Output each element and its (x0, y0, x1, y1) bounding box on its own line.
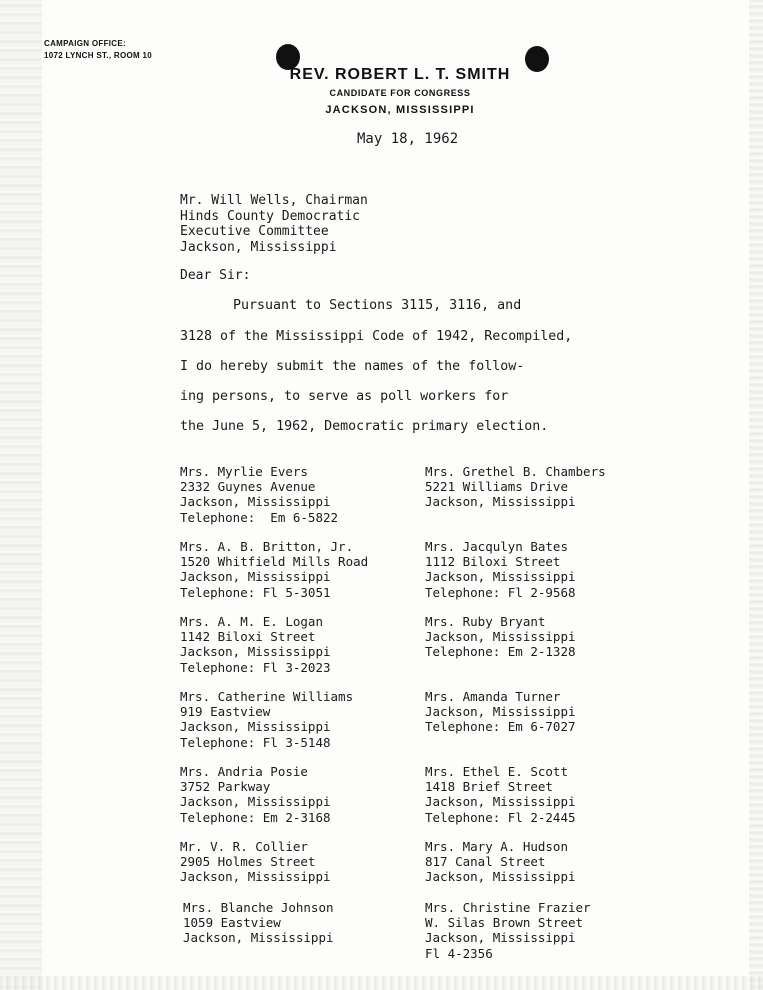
candidate-name: REV. ROBERT L. T. SMITH (289, 66, 511, 83)
scan-edge-bottom (0, 976, 763, 990)
recipient-address (180, 193, 368, 255)
poll-worker-entry (425, 689, 576, 735)
poll-worker-address: W. Silas Brown Street (425, 915, 584, 931)
poll-worker-name: Mrs. Catherine Williams (180, 689, 354, 704)
poll-worker-phone: Telephone: Fl 2-9568 (425, 584, 576, 600)
poll-worker-name: Mr. V. R. Collier (180, 839, 308, 854)
poll-worker-city: Jackson, Mississippi (425, 569, 576, 585)
poll-worker-name: Mrs. Andria Posie (180, 764, 308, 779)
poll-worker-address: 1112 Biloxi Street (425, 554, 561, 570)
poll-worker-phone: Fl 4-2356 (425, 945, 493, 961)
recipient-line: Hinds County Democratic (180, 208, 361, 224)
poll-worker-entry (180, 614, 331, 675)
poll-worker-name: Mrs. Jacqulyn Bates (425, 539, 568, 554)
poll-worker-name: Mrs. Mary A. Hudson (425, 839, 568, 854)
poll-worker-name: Mrs. Ruby Bryant (425, 614, 546, 629)
poll-worker-entry (180, 839, 331, 885)
poll-worker-entry (425, 900, 591, 961)
poll-worker-name: Mrs. Christine Frazier (425, 900, 591, 915)
poll-worker-phone: Telephone: Fl 3-5148 (180, 734, 331, 750)
poll-worker-name: Mrs. A. M. E. Logan (180, 614, 323, 629)
poll-worker-city: Jackson, Mississippi (183, 930, 334, 946)
poll-worker-phone: Telephone: Em 2-3168 (180, 809, 331, 825)
poll-worker-city: Jackson, Mississippi (180, 569, 331, 585)
poll-worker-entry (425, 539, 576, 600)
poll-worker-city: Jackson, Mississippi (425, 629, 576, 645)
recipient-line: Mr. Will Wells, Chairman (180, 193, 368, 208)
poll-worker-address: 1520 Whitfield Mills Road (180, 554, 369, 570)
poll-worker-entry (425, 764, 576, 825)
poll-worker-address: 2332 Guynes Avenue (180, 479, 316, 495)
poll-worker-entry (180, 464, 338, 525)
poll-worker-city: Jackson, Mississippi (425, 494, 576, 510)
body-line: the June 5, 1962, Democratic primary election. (180, 419, 549, 434)
poll-worker-city: Jackson, Mississippi (425, 794, 576, 810)
poll-worker-phone: Telephone: Fl 3-2023 (180, 659, 331, 675)
poll-worker-entry (425, 464, 606, 510)
scan-edge-right (749, 0, 763, 990)
poll-worker-entry (180, 689, 353, 750)
poll-worker-phone: Telephone: Em 6-5822 (180, 509, 339, 525)
campaign-office-address: 1072 LYNCH ST., ROOM 10 (44, 51, 152, 60)
poll-worker-address: 1059 Eastview (183, 915, 281, 931)
poll-worker-city: Jackson, Mississippi (180, 869, 331, 885)
recipient-line: Executive Committee (180, 224, 329, 239)
poll-worker-name: Mrs. Myrlie Evers (180, 464, 308, 479)
poll-worker-phone: Telephone: Em 6-7027 (425, 719, 576, 735)
poll-worker-entry (425, 839, 576, 885)
poll-worker-entry (183, 900, 334, 946)
poll-worker-city: Jackson, Mississippi (180, 719, 331, 735)
poll-worker-name: Mrs. A. B. Britton, Jr. (180, 539, 354, 554)
poll-worker-city: Jackson, Mississippi (180, 494, 331, 510)
poll-worker-address: 5221 Williams Drive (425, 479, 568, 495)
candidate-title: CANDIDATE FOR CONGRESS (329, 88, 471, 98)
body-line: ing persons, to serve as poll workers for (180, 389, 509, 404)
campaign-office (44, 38, 152, 62)
poll-worker-address: 1418 Brief Street (425, 779, 553, 795)
poll-worker-address: 817 Canal Street (425, 854, 546, 870)
poll-worker-name: Mrs. Amanda Turner (425, 689, 561, 704)
poll-worker-name: Mrs. Grethel B. Chambers (425, 464, 606, 479)
recipient-line: Jackson, Mississippi (180, 239, 337, 255)
poll-worker-address: 2905 Holmes Street (180, 854, 316, 870)
poll-worker-name: Mrs. Ethel E. Scott (425, 764, 568, 779)
poll-worker-city: Jackson, Mississippi (425, 704, 576, 720)
poll-worker-phone: Telephone: Em 2-1328 (425, 644, 576, 660)
letterhead-city: JACKSON, MISSISSIPPI (325, 104, 475, 116)
poll-worker-city: Jackson, Mississippi (180, 794, 331, 810)
poll-worker-address: 919 Eastview (180, 704, 271, 720)
poll-worker-entry (180, 764, 331, 825)
scan-edge-left (0, 0, 42, 990)
poll-worker-name: Mrs. Blanche Johnson (183, 900, 334, 915)
campaign-office-label: CAMPAIGN OFFICE: (44, 39, 126, 48)
poll-worker-city: Jackson, Mississippi (180, 644, 331, 660)
poll-worker-phone: Telephone: Fl 2-2445 (425, 809, 576, 825)
salutation: Dear Sir: (180, 268, 251, 283)
poll-worker-address: 3752 Parkway (180, 779, 271, 795)
body-line: 3128 of the Mississippi Code of 1942, Recompiled, (180, 329, 573, 344)
poll-worker-city: Jackson, Mississippi (425, 930, 576, 946)
body-line: Pursuant to Sections 3115, 3116, and (233, 298, 522, 313)
poll-worker-entry (180, 539, 368, 600)
letter-date: May 18, 1962 (357, 131, 459, 147)
poll-worker-entry (425, 614, 576, 660)
poll-worker-phone: Telephone: Fl 5-3051 (180, 584, 331, 600)
poll-worker-city: Jackson, Mississippi (425, 869, 576, 885)
poll-worker-address: 1142 Biloxi Street (180, 629, 316, 645)
body-line: I do hereby submit the names of the follow- (180, 359, 525, 374)
